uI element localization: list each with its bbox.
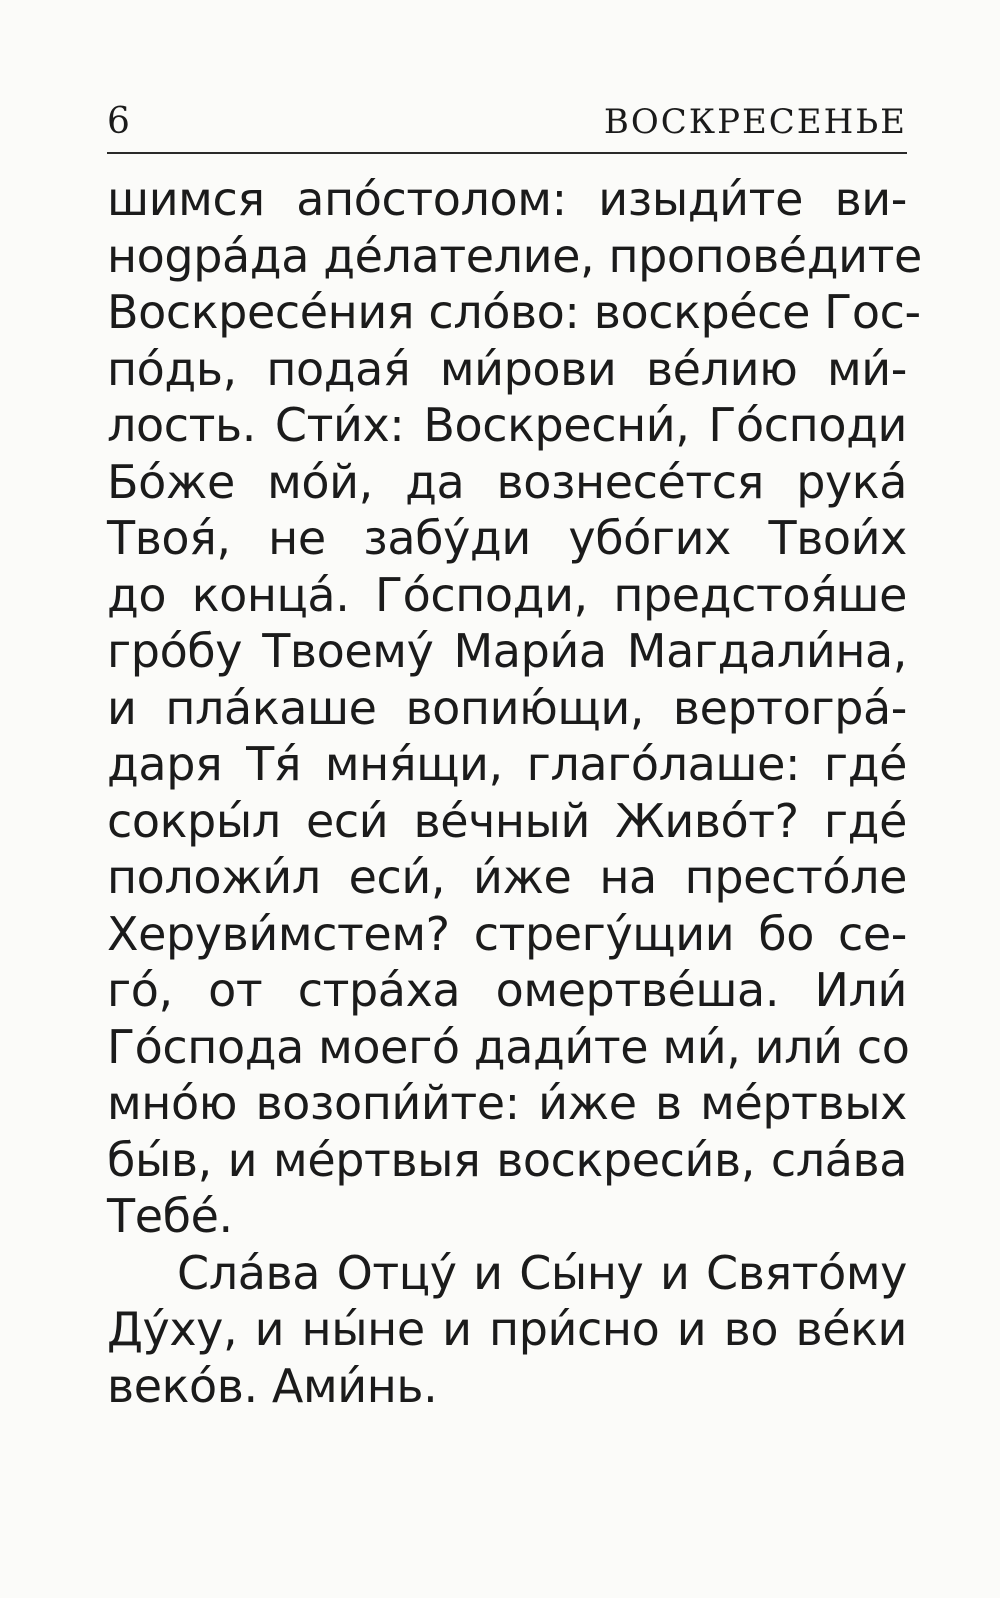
text-body [107, 171, 922, 1414]
text-line: и пла́каше вопию́щи, вертогра́- [107, 680, 907, 735]
doxology-line: веко́в. Ами́нь. [107, 1358, 438, 1413]
text-line: положи́л еси́, и́же на престо́ле [107, 850, 907, 904]
text-line: сокры́л еси́ ве́чный Живо́т? где́ [107, 793, 907, 848]
text-line: гро́бу Твоему́ Мари́а Магдали́на, [107, 624, 907, 678]
section-title: ВОСКРЕСЕНЬЕ [603, 102, 907, 142]
text-line: Твоя́, не забу́ди убо́гих Твои́х [107, 511, 907, 565]
text-line: Херуви́мстем? стрегу́щии бо се- [107, 906, 907, 961]
doxology-line: Ду́ху, и ны́не и при́сно и во ве́ки [107, 1302, 907, 1356]
text-line: лость. Сти́х: Воскресни́, Го́споди [107, 398, 907, 452]
running-header [107, 98, 907, 154]
text-line: шимся апо́столом: изыди́те ви- [107, 172, 907, 226]
page-number: 6 [107, 101, 130, 142]
text-line: мно́ю возопи́йте: и́же в ме́ртвых [107, 1076, 907, 1130]
text-line: Воскресе́ния сло́во: воскре́се Гос- [107, 285, 921, 339]
text-line: до конца́. Го́споди, предстоя́ше [107, 567, 907, 622]
header-rule [107, 152, 907, 154]
text-line: бы́в, и ме́ртвыя воскреси́в, сла́ва [107, 1132, 907, 1187]
text-line: нogра́да де́лателие, пропове́дите [107, 228, 922, 283]
text-line: Бо́же мо́й, да вознесе́тся рука́ [107, 454, 907, 509]
text-line: Тебе́. [107, 1189, 233, 1243]
text-line: Го́спода моего́ дади́те ми́, или́ со [107, 1019, 910, 1074]
book-page [107, 98, 922, 1414]
text-line: даря Тя́ мня́щи, глаго́лаше: где́ [107, 737, 907, 791]
text-line: по́дь, подая́ ми́рови ве́лию ми́- [107, 341, 907, 396]
doxology-line: Сла́ва Отцу́ и Сы́ну и Свято́му [177, 1245, 907, 1300]
text-line: го́, от стра́ха омертве́ша. Или́ [107, 963, 907, 1017]
